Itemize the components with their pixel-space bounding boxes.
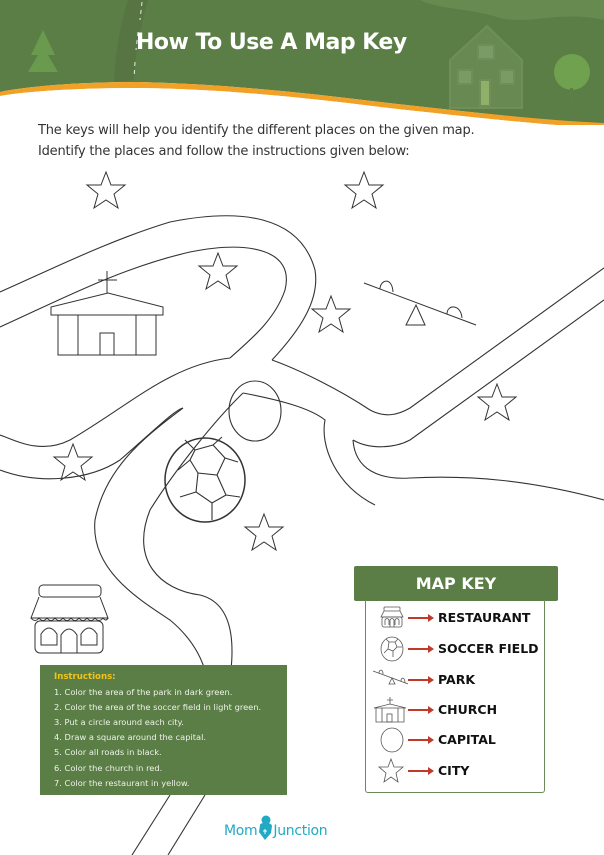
star-icon bbox=[245, 514, 283, 550]
map-key-title: MAP KEY bbox=[354, 566, 558, 601]
instruction-item: 1. Color the area of the park in dark green. bbox=[54, 687, 233, 698]
instruction-item: 2. Color the area of the soccer field in light green. bbox=[54, 702, 262, 713]
soccer-ball-icon bbox=[165, 437, 245, 522]
restaurant-icon bbox=[376, 604, 406, 632]
arrow-icon bbox=[408, 709, 432, 711]
map-key-row-city bbox=[366, 757, 546, 785]
seesaw-icon bbox=[364, 281, 476, 325]
instruction-item: 3. Put a circle around each city. bbox=[54, 717, 184, 728]
intro-line-1: The keys will help you identify the different places on the given map. bbox=[38, 123, 475, 138]
map-key-label: PARK bbox=[438, 672, 475, 687]
star-icon bbox=[199, 253, 237, 289]
arrow-icon bbox=[408, 617, 432, 619]
instruction-item: 6. Color the church in red. bbox=[54, 762, 163, 773]
mother-child-logo-icon bbox=[257, 815, 273, 841]
soccer-ball-icon bbox=[376, 635, 406, 663]
instructions-title: Instructions: bbox=[54, 672, 116, 682]
logo-text-right: Junction bbox=[273, 823, 328, 839]
map-key-label: SOCCER FIELD bbox=[438, 641, 539, 656]
map-key-row-capital bbox=[366, 726, 546, 754]
map-key-row-soccer-field bbox=[366, 635, 546, 663]
map-key-row-church bbox=[366, 696, 546, 724]
map-key-label: RESTAURANT bbox=[438, 610, 531, 625]
arrow-icon bbox=[408, 770, 432, 772]
instruction-item: 5. Color all roads in black. bbox=[54, 747, 162, 758]
star-icon bbox=[345, 172, 383, 208]
map-key-label: CAPITAL bbox=[438, 732, 496, 747]
church-icon bbox=[372, 696, 408, 724]
momjunction-logo bbox=[224, 815, 327, 841]
star-icon bbox=[312, 296, 350, 332]
church-icon bbox=[51, 271, 163, 355]
intro-line-2: Identify the places and follow the instructions given below: bbox=[38, 144, 410, 159]
arrow-icon bbox=[408, 648, 432, 650]
instruction-item: 7. Color the restaurant in yellow. bbox=[54, 777, 190, 788]
map-key-legend bbox=[365, 600, 545, 793]
arrow-icon bbox=[408, 679, 432, 681]
map-key-row-restaurant bbox=[366, 604, 546, 632]
map-key-label: CITY bbox=[438, 763, 470, 778]
page-title: How To Use A Map Key bbox=[136, 30, 407, 55]
instructions-panel bbox=[40, 665, 287, 795]
star-icon bbox=[87, 172, 125, 208]
circle-icon bbox=[376, 726, 406, 754]
map-key-label: CHURCH bbox=[438, 702, 498, 717]
restaurant-icon bbox=[31, 585, 108, 653]
star-icon bbox=[478, 384, 516, 420]
logo-text-left: Mom bbox=[224, 823, 258, 839]
star-icon bbox=[376, 757, 406, 785]
map-key-row-park bbox=[366, 666, 546, 694]
capital-circle-icon bbox=[229, 381, 281, 441]
arrow-icon bbox=[408, 739, 432, 741]
seesaw-icon bbox=[368, 666, 408, 694]
instruction-item: 4. Draw a square around the capital. bbox=[54, 732, 207, 743]
